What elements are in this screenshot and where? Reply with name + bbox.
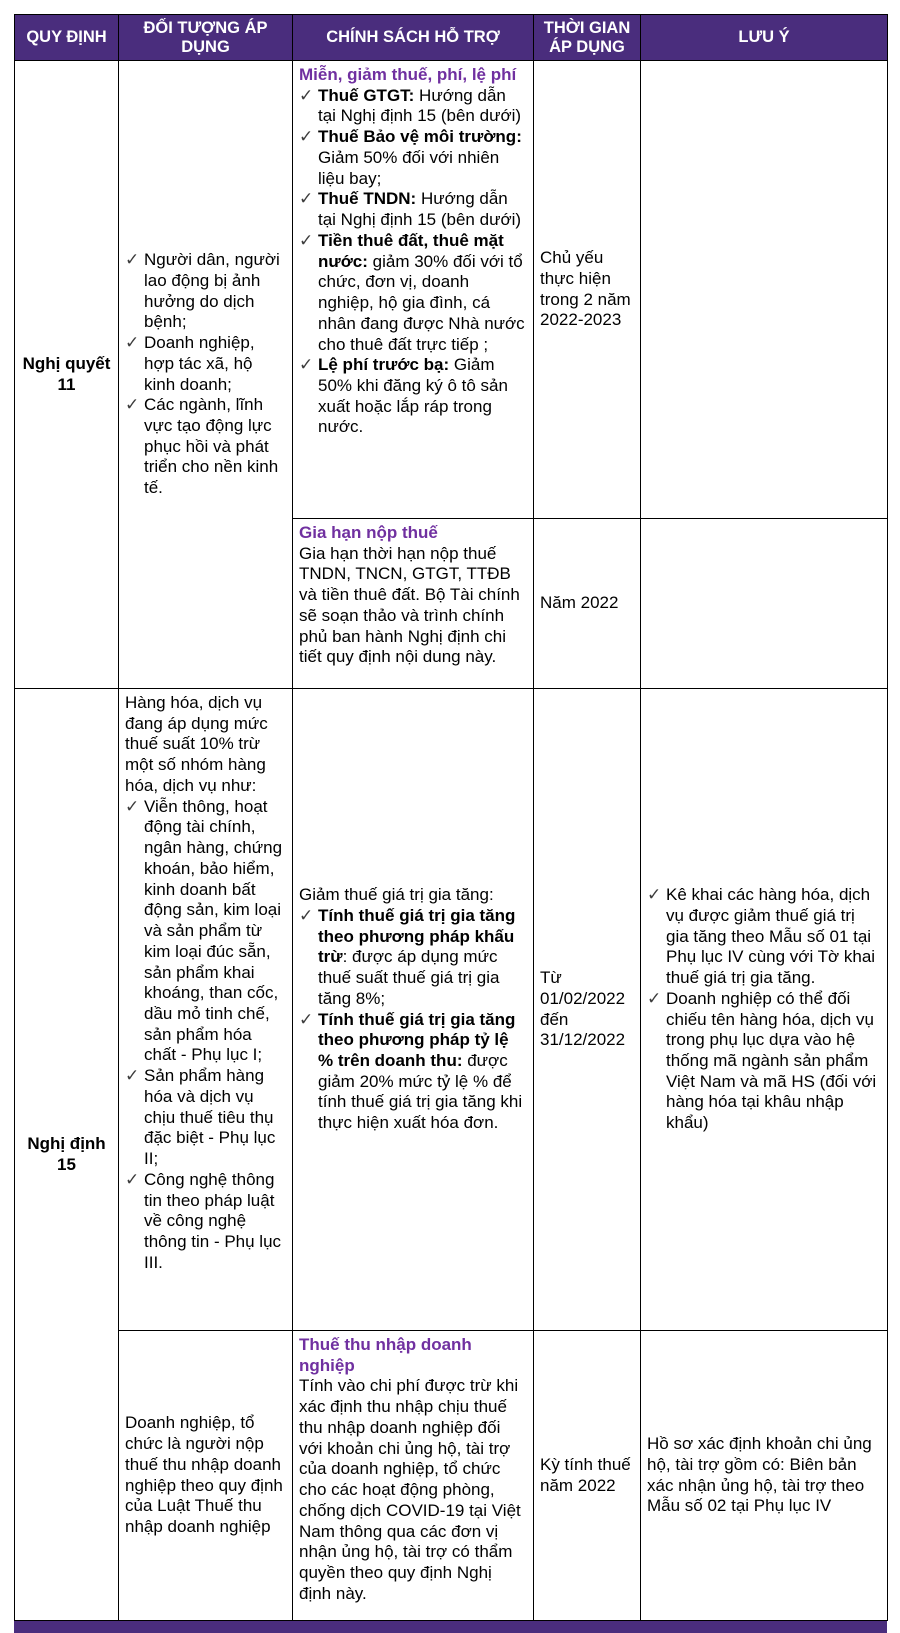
footer-accent-bar [14, 1621, 887, 1633]
check-icon: ✓ [299, 189, 314, 209]
policy-item: ✓ Thuế TNDN: Hướng dẫn tại Nghị định 15 (bên dưới) [299, 189, 522, 230]
col-header-chinh-sach: CHÍNH SÁCH HỖ TRỢ [293, 15, 534, 61]
check-icon: ✓ [647, 988, 662, 1008]
cell-period-tax-relief: Chủ yếu thực hiện trong 2 năm 2022-2023 [534, 61, 641, 519]
col-header-luu-y: LƯU Ý [641, 15, 888, 61]
policy-item: ✓ Tính thuế giá trị gia tăng theo phương pháp tỷ lệ % trên doanh thu: được giảm 20% mức tỷ lệ % để tính thuế giá trị gia tăng khi thực hiện xuất hóa đơn. [299, 1009, 523, 1133]
subject-item: ✓ Công nghệ thông tin theo pháp luật về công nghệ thông tin - Phụ lục III. [125, 1169, 282, 1272]
cell-policy-tax-deferral [293, 519, 534, 689]
cell-regulation-nq11: Nghị quyết 11 [15, 61, 119, 689]
cell-regulation-nd15: Nghị định 15 [15, 689, 119, 1621]
cell-policy-vat [293, 689, 534, 1331]
policy-item: ✓ Tính thuế giá trị gia tăng theo phương pháp khấu trừ: được áp dụng mức thuế suất thuế giá trị gia tăng 8%; [299, 905, 516, 1008]
check-icon: ✓ [125, 250, 140, 270]
col-header-quy-dinh: QUY ĐỊNH [15, 15, 119, 61]
cell-subjects-nq11 [119, 61, 293, 689]
check-icon: ✓ [299, 355, 314, 375]
subject-item: ✓ Doanh nghiệp, hợp tác xã, hộ kinh doanh; [125, 333, 255, 394]
cell-policy-cit [293, 1331, 534, 1621]
check-icon: ✓ [125, 333, 140, 353]
cell-period-tax-deferral: Năm 2022 [534, 519, 641, 689]
check-icon: ✓ [125, 395, 140, 415]
subject-item: ✓ Sản phẩm hàng hóa và dịch vụ chịu thuế tiêu thụ đặc biệt - Phụ lục II; [125, 1066, 276, 1169]
cell-subjects-vat [119, 689, 293, 1331]
check-icon: ✓ [299, 85, 314, 105]
check-icon: ✓ [299, 905, 314, 925]
subject-item: ✓ Các ngành, lĩnh vực tạo động lực phục hồi và phát triển cho nền kinh tế. [125, 395, 279, 498]
section-title-cit: Thuế thu nhập doanh nghiệp [299, 1335, 472, 1375]
check-icon: ✓ [299, 230, 314, 250]
subject-item: ✓ Người dân, người lao động bị ảnh hưởng do dịch bệnh; [125, 250, 280, 332]
policy-item: ✓ Thuế Bảo vệ môi trường: Giảm 50% đối với nhiên liệu bay; [299, 127, 522, 188]
policy-item: ✓ Lệ phí trước bạ: Giảm 50% khi đăng ký ô tô sản xuất hoặc lắp ráp trong nước. [299, 355, 508, 437]
section-title-tax-deferral: Gia hạn nộp thuế [299, 523, 438, 542]
vat-policy-intro: Giảm thuế giá trị gia tăng: [299, 885, 494, 905]
vat-subjects-intro: Hàng hóa, dịch vụ đang áp dụng mức thuế suất 10% trừ một số nhóm hàng hóa, dịch vụ như: [125, 693, 268, 795]
cell-note-cit: Hồ sơ xác định khoản chi ủng hộ, tài trợ gồm có: Biên bản xác nhận ủng hộ, tài trợ theo Mẫu số 02 tại Phụ lục IV [641, 1331, 888, 1621]
subject-item: ✓ Viễn thông, hoạt động tài chính, ngân hàng, chứng khoán, bảo hiểm, kinh doanh bất động sản, kim loại và sản phẩm từ kim loại đúc sẵn, sản phẩm khai khoáng, than cốc, dầu mỏ tinh chế, sản phẩm hóa chất - Phụ lục I; [125, 796, 283, 1065]
row-nd15-cit [15, 1331, 888, 1621]
cell-period-cit: Kỳ tính thuế năm 2022 [534, 1331, 641, 1621]
check-icon: ✓ [125, 796, 140, 816]
cell-subjects-cit: Doanh nghiệp, tổ chức là người nộp thuế thu nhập doanh nghiệp theo quy định của Luật Thuế thu nhập doanh nghiệp [119, 1331, 293, 1621]
cell-policy-tax-relief [293, 61, 534, 519]
col-header-thoi-gian: THỜI GIAN ÁP DỤNG [534, 15, 641, 61]
section-title-tax-relief: Miễn, giảm thuế, phí, lệ phí [299, 65, 517, 84]
policy-table [14, 14, 888, 1621]
note-item: ✓ Doanh nghiệp có thể đối chiếu tên hàng hóa, dịch vụ trong phụ lục dựa vào hệ thống mã ngành sản phẩm Việt Nam và mã HS (đối với hàng hóa tại khâu nhập khẩu) [647, 988, 877, 1133]
col-header-doi-tuong: ĐỐI TƯỢNG ÁP DỤNG [119, 15, 293, 61]
check-icon: ✓ [125, 1169, 140, 1189]
check-icon: ✓ [647, 885, 662, 905]
policy-item: ✓ Thuế GTGT: Hướng dẫn tại Nghị định 15 (bên dưới) [299, 85, 522, 126]
check-icon: ✓ [299, 1009, 314, 1029]
table-header-row [15, 15, 888, 61]
note-item: ✓ Kê khai các hàng hóa, dịch vụ được giảm thuế giá trị gia tăng theo Mẫu số 01 tại Phụ lục IV cùng với Tờ khai thuế giá trị gia tăng. [647, 885, 876, 988]
check-icon: ✓ [125, 1066, 140, 1086]
policy-item: ✓ Tiền thuê đất, thuê mặt nước: giảm 30% đối với tổ chức, đơn vị, doanh nghiệp, hộ gia đình, cá nhân đang được Nhà nước cho thuê đất trực tiếp ; [299, 230, 525, 354]
cell-note-empty-deferral [641, 519, 888, 689]
cell-note-empty-relief [641, 61, 888, 519]
row-nd15-vat [15, 689, 888, 1331]
deferral-body: Gia hạn thời hạn nộp thuế TNDN, TNCN, GTGT, TTĐB và tiền thuê đất. Bộ Tài chính sẽ soạn thảo và trình chính phủ ban hành Nghị định chi tiết quy định nội dung này. [299, 543, 520, 667]
check-icon: ✓ [299, 127, 314, 147]
cit-body: Tính vào chi phí được trừ khi xác định thu nhập chịu thuế thu nhập doanh nghiệp đối với khoản chi ủng hộ, tài trợ của doanh nghiệp, tổ chức cho các hoạt động phòng, chống dịch COVID-19 tại Việt Nam thông qua các đơn vị nhận ủng hộ, tài trợ có thẩm quyền theo quy định Nghị định này. [299, 1376, 521, 1603]
row-nq11-relief [15, 61, 888, 519]
cell-notes-vat [641, 689, 888, 1331]
cell-period-vat: Từ 01/02/2022 đến 31/12/2022 [534, 689, 641, 1331]
